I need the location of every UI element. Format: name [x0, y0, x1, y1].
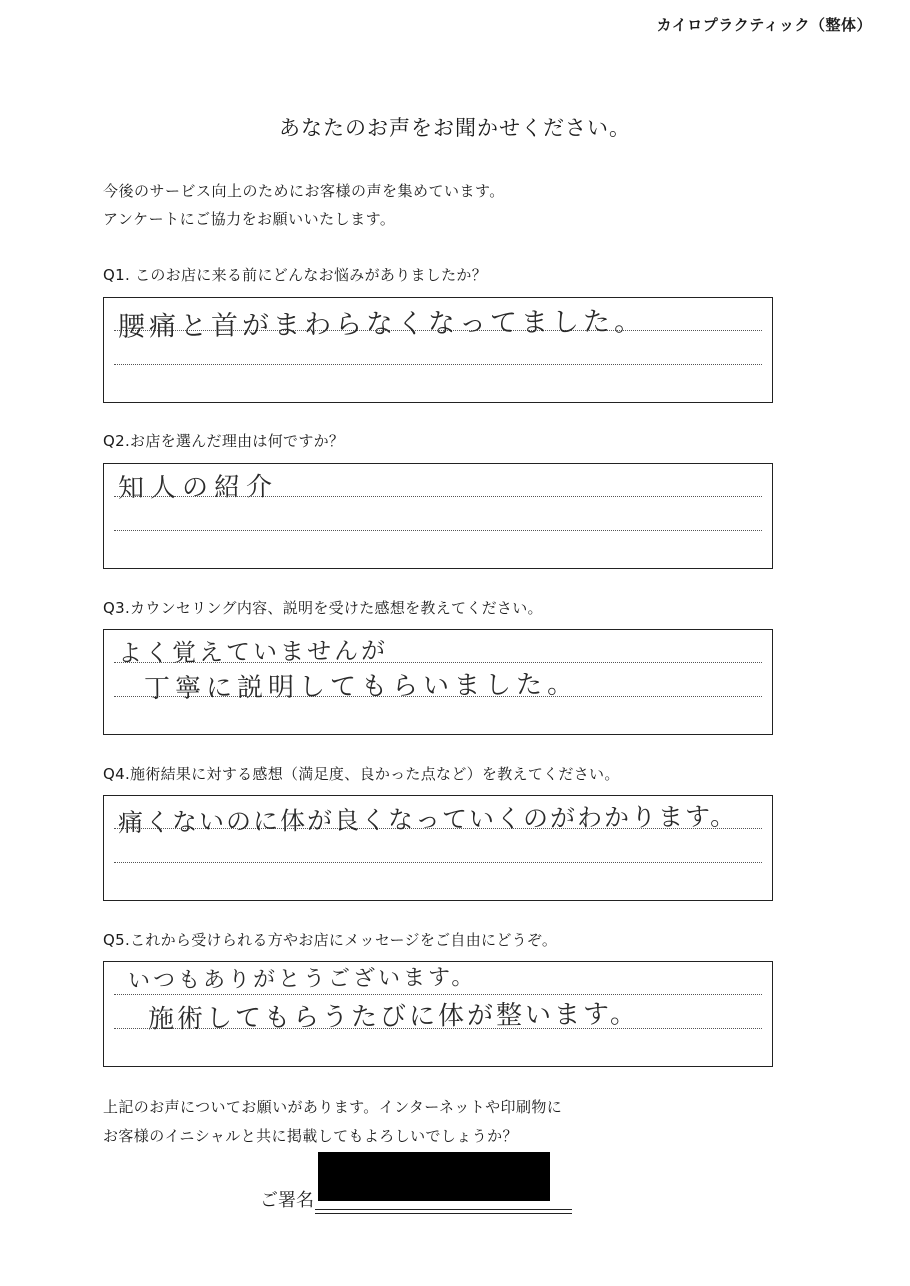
signature-label: ご署名 [260, 1190, 314, 1211]
header-category: カイロプラクティック（整体） [656, 16, 872, 34]
page-title: あなたのお声をお聞かせください。 [279, 116, 631, 140]
answer-1-text-1: 腰痛と首がまわらなくなってました。 [117, 306, 646, 343]
answer-box-4 [103, 795, 773, 901]
redacted-signature [318, 1152, 550, 1201]
closing-line-1: 上記のお声についてお願いがあります。インターネットや印刷物に [103, 1098, 563, 1116]
answer-3-text-2: 丁寧に説明してもらいました。 [143, 669, 579, 705]
answer-line [114, 364, 762, 365]
answer-box-5 [103, 961, 773, 1067]
closing-line-2: お客様のイニシャルと共に掲載してもよろしいでしょうか？ [103, 1127, 518, 1145]
question-1-label: Q1. このお店に来る前にどんなお悩みがありましたか？ [103, 266, 487, 284]
answer-box-1 [103, 297, 773, 403]
question-4-label: Q4.施術結果に対する感想（満足度、良かった点など）を教えてください。 [103, 765, 620, 783]
answer-5-text-2: 施術してもらうたびに体が整います。 [147, 999, 640, 1035]
answer-box-2 [103, 463, 773, 569]
signature-line [315, 1213, 572, 1214]
answer-4-text-1: 痛くないのに体が良くなっていくのがわかります。 [117, 801, 738, 838]
answer-box-3 [103, 629, 773, 735]
question-2-label: Q2.お店を選んだ理由は何ですか？ [103, 432, 345, 450]
question-5-label: Q5.これから受けられる方やお店にメッセージをご自由にどうぞ。 [103, 931, 558, 949]
answer-2-text-1: 知人の紹介 [117, 472, 279, 504]
answer-line [114, 862, 762, 863]
signature-line [315, 1209, 572, 1210]
answer-line [114, 530, 762, 531]
answer-3-text-1: よく覚えていませんが [117, 636, 389, 668]
question-3-label: Q3.カウンセリング内容、説明を受けた感想を教えてください。 [103, 599, 543, 617]
intro-line-1: 今後のサービス向上のためにお客様の声を集めています。 [103, 182, 505, 200]
answer-5-text-1: いつもありがとうございます。 [127, 965, 477, 994]
intro-line-2: アンケートにご協力をお願いいたします。 [103, 210, 396, 228]
